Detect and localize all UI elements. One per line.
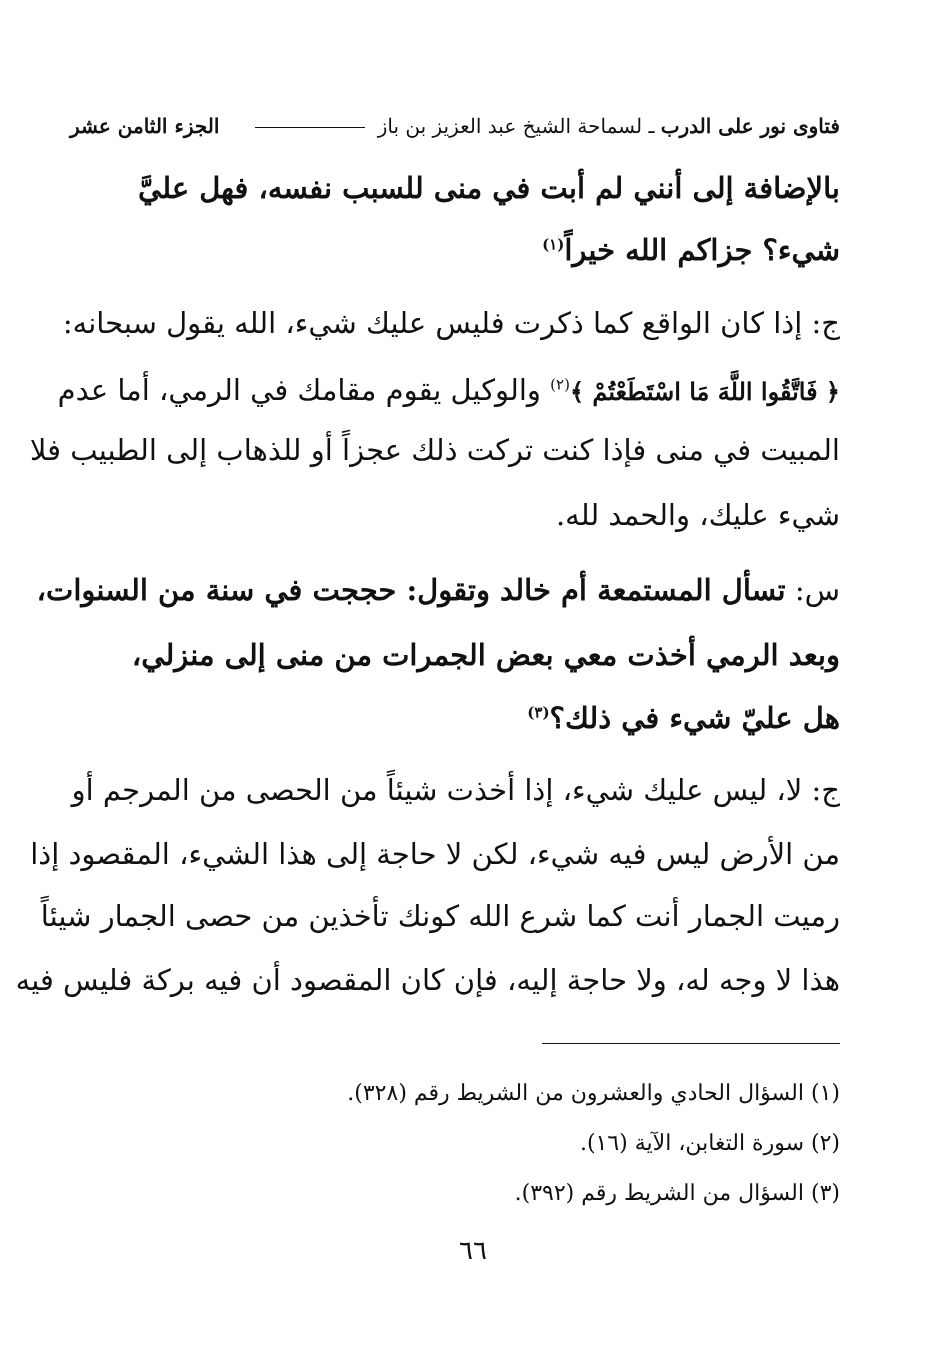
question-2-text-3: هل عليّ شيء في ذلك؟	[549, 701, 840, 735]
footnote-separator	[542, 1043, 840, 1044]
answer-1-line-1: ج: إذا كان الواقع كما ذكرت فليس عليك شيء، الله يقول سبحانه:	[62, 306, 840, 340]
answer-1-line-3: المبيت في منى فإذا كنت تركت ذلك عجزاً أو للذهاب إلى الطبيب فلا	[29, 433, 840, 467]
question-2-prefix: س:	[794, 573, 840, 607]
answer-1-line-2-text: والوكيل يقوم مقامك في الرمي، أما عدم	[57, 373, 541, 407]
header-rule	[255, 127, 365, 128]
footnote-1: (١) السؤال الحادي والعشرون من الشريط رقم (٣٢٨).	[347, 1081, 840, 1106]
answer-2-line-2: من الأرض ليس فيه شيء، لكن لا حاجة إلى هذا الشيء، المقصود إذا	[30, 837, 840, 871]
answer-1-line-4: شيء عليك، والحمد لله.	[555, 498, 840, 532]
question-2-line-1	[36, 572, 840, 608]
volume-label: الجزء الثامن عشر	[70, 114, 220, 138]
question-1-text: شيء؟ جزاكم الله خيراً	[564, 233, 840, 267]
answer-2-line-4: هذا لا وجه له، ولا حاجة إليه، فإن كان المقصود أن فيه بركة فليس فيه	[15, 963, 840, 997]
book-title: فتاوى نور على الدرب	[660, 114, 840, 138]
footnote-ref-1: (١)	[542, 235, 565, 254]
answer-1-line-2	[57, 372, 840, 410]
answer-2-line-1: ج: لا، ليس عليك شيء، إذا أخذت شيئاً من الحصى من المرجم أو	[71, 773, 840, 807]
quran-verse: ﴿ فَاتَّقُوا اللَّهَ مَا اسْتَطَعْتُمْ ﴾	[569, 377, 840, 406]
footnote-ref-2: (٢)	[550, 375, 570, 394]
question-2-text-1: تسأل المستمعة أم خالد وتقول: حججت في سنة من السنوات،	[36, 573, 786, 607]
page-number: ٦٦	[459, 1236, 487, 1266]
question-1-line-1: بالإضافة إلى أنني لم أبت في منى للسبب نفسه، فهل عليَّ	[138, 171, 840, 205]
footnote-3: (٣) السؤال من الشريط رقم (٣٩٢).	[514, 1181, 840, 1206]
question-1-line-2	[70, 232, 840, 268]
question-2-line-3	[70, 700, 840, 736]
footnote-2: (٢) سورة التغابن، الآية (١٦).	[579, 1131, 840, 1156]
answer-2-line-3: رميت الجمار أنت كما شرع الله كونك تأخذين من حصى الجمار شيئاً	[40, 899, 840, 933]
running-header	[70, 112, 840, 140]
footnote-ref-3: (٣)	[527, 703, 550, 722]
author-name: ـ لسماحة الشيخ عبد العزيز بن باز	[377, 114, 655, 138]
question-2-line-2: وبعد الرمي أخذت معي بعض الجمرات من منى إلى منزلي،	[131, 638, 840, 672]
